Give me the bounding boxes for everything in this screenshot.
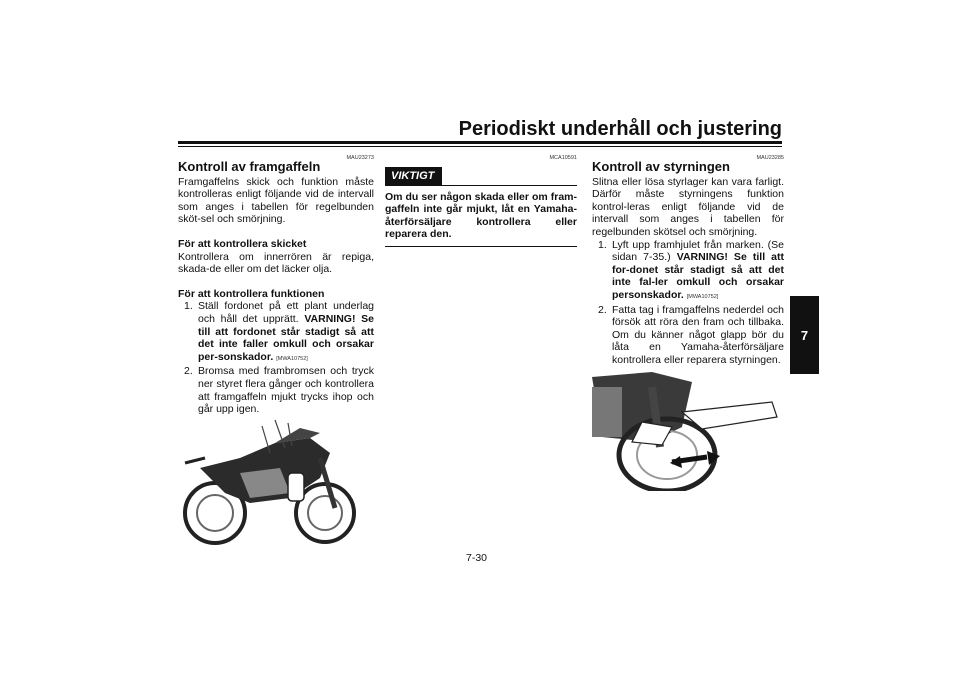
subheading-function: För att kontrollera funktionen bbox=[178, 287, 325, 300]
step-number: 2. bbox=[184, 365, 193, 378]
notice-header bbox=[385, 167, 577, 186]
step-number: 1. bbox=[184, 300, 193, 313]
step-text: Bromsa med frambromsen och tryck ner styret flera gånger och kontrollera att framgaffeln mjukt trycks ihop och går upp igen. bbox=[198, 365, 374, 416]
chapter-tab[interactable]: 7 bbox=[790, 296, 819, 374]
condition-text: Kontrollera om innerrören är repiga, skada-de eller om det läcker olja. bbox=[178, 250, 374, 276]
notice-block bbox=[385, 152, 577, 247]
subheading-condition: För att kontrollera skicket bbox=[178, 237, 307, 250]
section-intro: Slitna eller lösa styrlager kan vara farligt. Därför måste styrningens funktion kontrol-leras enligt följande vid de intervall som anges i tabellen för regelbunden skötsel och smörjning. bbox=[592, 175, 784, 238]
notice-code: MCA10591 bbox=[549, 155, 577, 161]
warning-text: VARNING! Se till att fordonet står stadigt så att det inte faller omkull och orsakar per-sonskador. bbox=[198, 312, 374, 363]
page-title: Periodiskt underhåll och justering bbox=[458, 118, 782, 140]
section-heading: Kontroll av styrningen bbox=[592, 159, 730, 174]
step-number: 1. bbox=[598, 238, 607, 251]
header-rule-thin bbox=[178, 146, 782, 147]
page-number: 7-30 bbox=[466, 552, 488, 564]
step-text: Lyft upp framhjulet från marken. (Se sidan 7-35.) bbox=[612, 238, 784, 264]
step-text: Fatta tag i framgaffelns nederdel och försök att röra den fram och tillbaka. Om du känner något glapp bör du låta en Yamaha-återförsäljare kontrollera eller reparera styrningen. bbox=[612, 303, 784, 366]
steps-list bbox=[178, 300, 374, 415]
notice-text: Om du ser någon skada eller om fram-gaffeln inte går mjukt, låt en Yamaha-återförsäljare kontrollera eller reparera den. bbox=[385, 191, 577, 247]
step-number: 2. bbox=[598, 303, 607, 316]
section-front-fork bbox=[178, 152, 374, 416]
section-heading: Kontroll av framgaffeln bbox=[178, 159, 321, 174]
section-code: MAU23273 bbox=[346, 155, 374, 161]
section-steering bbox=[592, 152, 784, 367]
section-intro: Framgaffelns skick och funktion måste kontrolleras enligt följande vid de intervall som anges i tabellen för regelbunden sköt-sel och smörjning. bbox=[178, 175, 374, 226]
list-item bbox=[592, 239, 784, 304]
step-text: Ställ fordonet på ett plant underlag och håll det upprätt. bbox=[198, 300, 374, 325]
section-code: MAU23285 bbox=[756, 155, 784, 161]
steering-check-illustration bbox=[592, 367, 784, 491]
warning-text: VARNING! Se till att for-donet står stadigt så att det inte fal-ler omkull och orsakar personskador. bbox=[612, 251, 785, 301]
list-item bbox=[178, 300, 374, 365]
header-rule bbox=[178, 141, 782, 144]
motorcycle-illustration bbox=[180, 418, 360, 548]
steps-list bbox=[592, 239, 784, 367]
warning-code: [MWA10752] bbox=[276, 355, 308, 362]
warning-code: [MWA10752] bbox=[686, 293, 719, 300]
list-item bbox=[178, 365, 374, 415]
notice-badge: VIKTIGT bbox=[385, 167, 442, 185]
list-item bbox=[592, 304, 784, 367]
